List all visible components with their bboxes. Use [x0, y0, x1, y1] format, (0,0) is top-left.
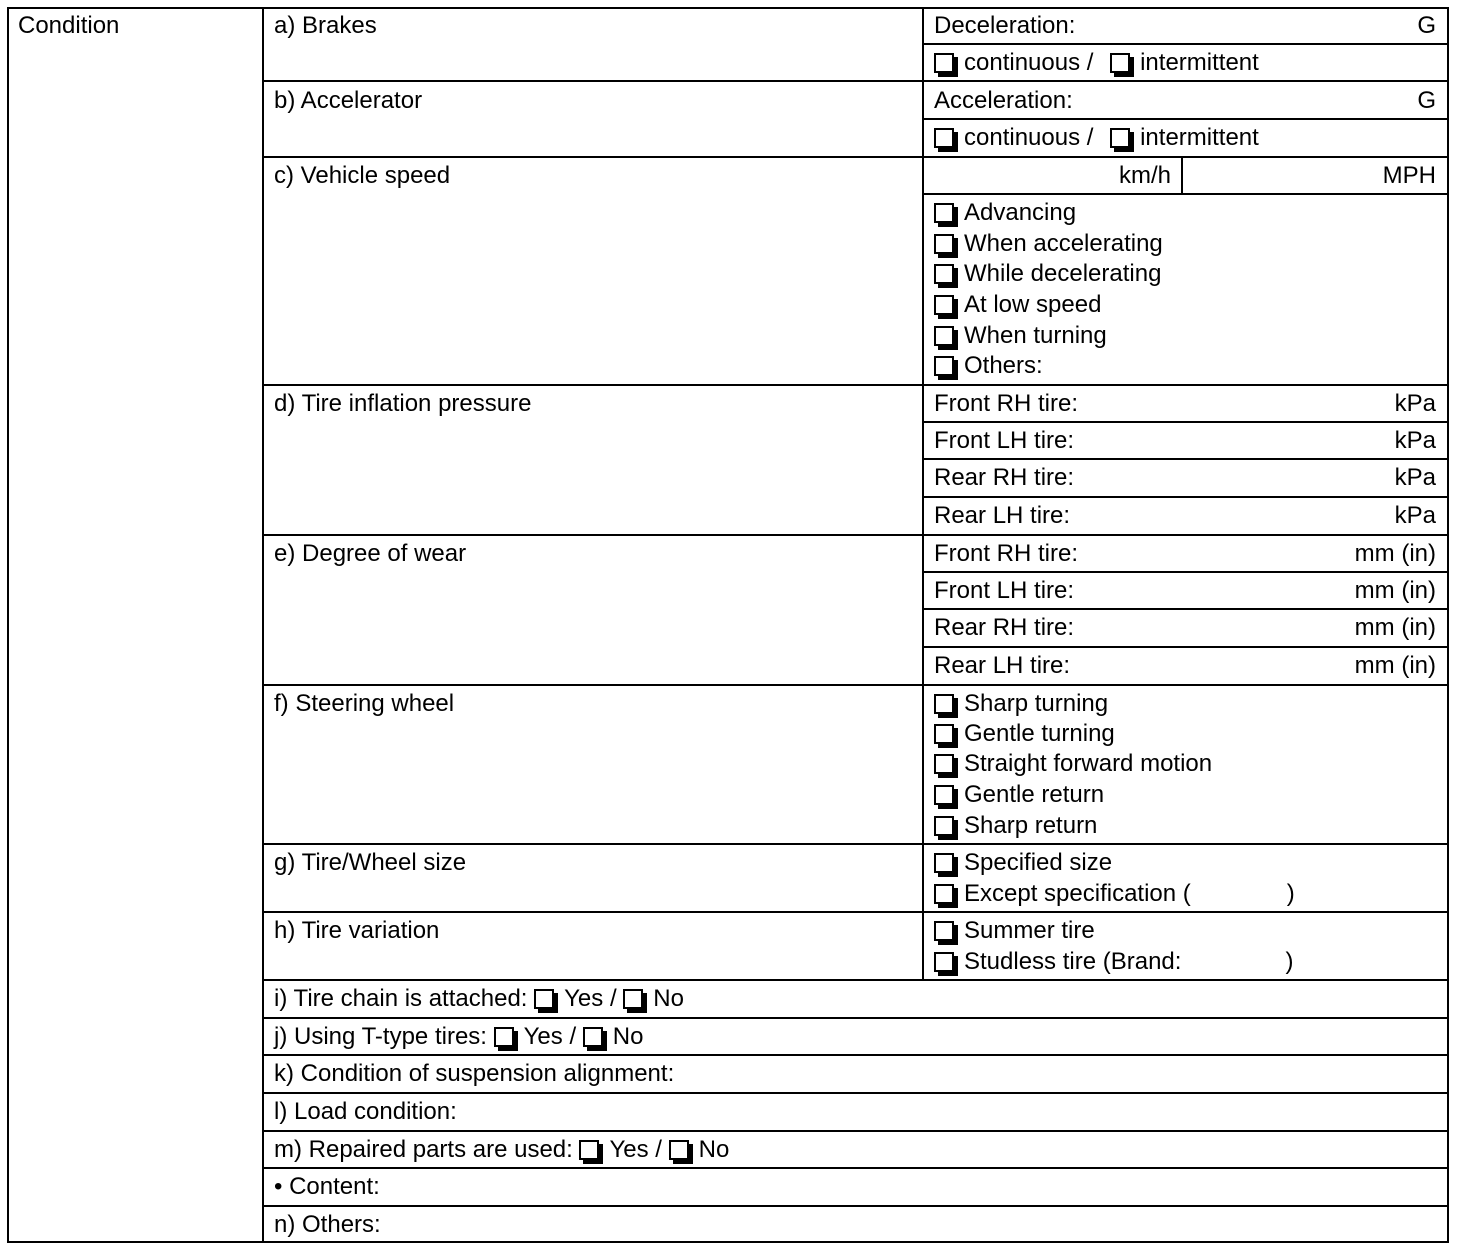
yes-label: Yes /: [609, 1136, 662, 1163]
tire-variation-option: [934, 916, 1095, 946]
tire-variation-label: h) Tire variation: [274, 917, 440, 944]
option-label: Except specification (: [964, 880, 1191, 907]
divider-speed-units: [1181, 157, 1183, 194]
tire-pressure-label: d) Tire inflation pressure: [274, 390, 532, 417]
option-label: Studless tire (Brand:: [964, 948, 1182, 975]
pressure-tire-label: Front RH tire:: [934, 390, 1079, 417]
row-divider: [262, 1017, 1449, 1019]
wheel-size-option: [934, 848, 1112, 878]
repaired-yes-checkbox[interactable]: [579, 1140, 599, 1160]
wheel-size-label: g) Tire/Wheel size: [274, 849, 467, 876]
no-label: No: [698, 1136, 730, 1163]
vehicle-speed-label: c) Vehicle speed: [274, 162, 451, 189]
option-label: Specified size: [964, 849, 1113, 876]
subrow-divider: [922, 571, 1449, 573]
repaired-label: m) Repaired parts are used:: [274, 1136, 573, 1163]
brakes-label: a) Brakes: [274, 12, 377, 39]
speed-option: [934, 351, 1043, 381]
accel-continuous-checkbox[interactable]: [934, 128, 954, 148]
decelerating-checkbox[interactable]: [934, 264, 954, 284]
speed-option: [934, 198, 1076, 228]
option-label: Others:: [964, 352, 1043, 379]
t-type-label: j) Using T-type tires:: [274, 1023, 487, 1050]
gentle-turning-checkbox[interactable]: [934, 724, 954, 744]
row-divider: [262, 979, 1449, 981]
subrow-divider: [922, 458, 1449, 460]
subrow-divider: [922, 193, 1449, 195]
row-divider: [262, 1130, 1449, 1132]
accelerator-mode-options: [934, 123, 1259, 153]
t-type-row: [274, 1022, 643, 1052]
pressure-tire-label: Rear RH tire:: [934, 464, 1075, 491]
steering-option: [934, 719, 1115, 749]
continuous-label: continuous /: [964, 124, 1094, 151]
acceleration-label: Acceleration:: [934, 87, 1073, 114]
pressure-tire-label: Rear LH tire:: [934, 502, 1071, 529]
row-divider: [262, 1054, 1449, 1056]
pressure-unit: kPa: [1394, 390, 1436, 417]
wear-unit: mm (in): [1354, 652, 1436, 679]
sharp-turning-checkbox[interactable]: [934, 694, 954, 714]
subrow-divider: [922, 118, 1449, 120]
content-label: • Content:: [274, 1173, 380, 1200]
subrow-divider: [922, 608, 1449, 610]
row-divider: [262, 843, 1449, 845]
sharp-return-checkbox[interactable]: [934, 816, 954, 836]
subrow-divider: [922, 496, 1449, 498]
brakes-mode-options: [934, 48, 1259, 78]
wear-label: e) Degree of wear: [274, 540, 467, 567]
option-label: Summer tire: [964, 917, 1095, 944]
accelerator-label: b) Accelerator: [274, 87, 423, 114]
brakes-intermittent-checkbox[interactable]: [1110, 53, 1130, 73]
row-divider: [262, 911, 1449, 913]
wear-tire-label: Rear RH tire:: [934, 614, 1075, 641]
accel-intermittent-checkbox[interactable]: [1110, 128, 1130, 148]
wear-tire-label: Rear LH tire:: [934, 652, 1071, 679]
studless-tire-checkbox[interactable]: [934, 952, 954, 972]
row-divider: [262, 684, 1449, 686]
acceleration-unit: G: [1417, 87, 1436, 114]
wear-unit: mm (in): [1354, 540, 1436, 567]
pressure-unit: kPa: [1394, 502, 1436, 529]
pressure-tire-label: Front LH tire:: [934, 427, 1075, 454]
no-label: No: [653, 985, 684, 1012]
tire-chain-yes-checkbox[interactable]: [534, 989, 554, 1009]
low-speed-checkbox[interactable]: [934, 295, 954, 315]
t-type-yes-checkbox[interactable]: [494, 1027, 514, 1047]
speed-option: [934, 321, 1107, 351]
option-label: When turning: [964, 322, 1107, 349]
wear-tire-label: Front RH tire:: [934, 540, 1079, 567]
row-divider: [262, 534, 1449, 536]
steering-option: [934, 689, 1108, 719]
divider-value-column: [922, 7, 924, 980]
others-label: n) Others:: [274, 1211, 381, 1238]
row-divider: [262, 156, 1449, 158]
option-label: Sharp turning: [964, 690, 1109, 717]
wear-tire-label: Front LH tire:: [934, 577, 1075, 604]
pressure-unit: kPa: [1394, 464, 1436, 491]
summer-tire-checkbox[interactable]: [934, 921, 954, 941]
row-divider: [262, 1167, 1449, 1169]
speed-option: [934, 259, 1161, 289]
others-checkbox[interactable]: [934, 356, 954, 376]
wear-unit: mm (in): [1354, 614, 1436, 641]
advancing-checkbox[interactable]: [934, 203, 954, 223]
steering-label: f) Steering wheel: [274, 690, 455, 717]
accelerating-checkbox[interactable]: [934, 234, 954, 254]
specified-size-checkbox[interactable]: [934, 853, 954, 873]
turning-checkbox[interactable]: [934, 326, 954, 346]
intermittent-label: intermittent: [1140, 49, 1259, 76]
gentle-return-checkbox[interactable]: [934, 785, 954, 805]
yes-label: Yes /: [564, 985, 617, 1012]
row-divider: [262, 1205, 1449, 1207]
deceleration-unit: G: [1417, 12, 1436, 39]
subrow-divider: [922, 421, 1449, 423]
repaired-no-checkbox[interactable]: [669, 1140, 689, 1160]
tire-chain-row: [274, 984, 684, 1014]
except-spec-checkbox[interactable]: [934, 884, 954, 904]
tire-chain-no-checkbox[interactable]: [623, 989, 643, 1009]
option-label: When accelerating: [964, 230, 1163, 257]
deceleration-label: Deceleration:: [934, 12, 1076, 39]
row-divider: [262, 80, 1449, 82]
yes-label: Yes /: [523, 1023, 577, 1050]
subrow-divider: [922, 43, 1449, 45]
close-paren: ): [1286, 880, 1295, 907]
option-label: Advancing: [964, 199, 1077, 226]
straight-forward-checkbox[interactable]: [934, 754, 954, 774]
divider-condition-column: [262, 7, 264, 1243]
row-divider: [262, 1092, 1449, 1094]
repaired-row: [274, 1135, 729, 1165]
suspension-label: k) Condition of suspension alignment:: [274, 1060, 675, 1087]
no-label: No: [612, 1023, 644, 1050]
tire-variation-option: [934, 947, 1293, 977]
option-label: At low speed: [964, 291, 1102, 318]
tire-chain-label: i) Tire chain is attached:: [274, 985, 528, 1012]
speed-option: [934, 290, 1101, 320]
option-label: Sharp return: [964, 812, 1098, 839]
wear-unit: mm (in): [1354, 577, 1436, 604]
row-divider: [262, 384, 1449, 386]
brakes-continuous-checkbox[interactable]: [934, 53, 954, 73]
pressure-unit: kPa: [1394, 427, 1436, 454]
option-label: Gentle turning: [964, 720, 1115, 747]
steering-option: [934, 811, 1097, 841]
option-label: Gentle return: [964, 781, 1105, 808]
intermittent-label: intermittent: [1140, 124, 1259, 151]
wheel-size-option: [934, 879, 1295, 909]
speed-unit-mph: MPH: [1382, 162, 1436, 189]
close-paren: ): [1285, 948, 1294, 975]
option-label: While decelerating: [964, 260, 1162, 287]
load-label: l) Load condition:: [274, 1098, 457, 1125]
option-label: Straight forward motion: [964, 750, 1213, 777]
steering-option: [934, 749, 1212, 779]
speed-unit-kmh: km/h: [1118, 162, 1171, 189]
t-type-no-checkbox[interactable]: [583, 1027, 603, 1047]
subrow-divider: [922, 646, 1449, 648]
steering-option: [934, 780, 1104, 810]
continuous-label: continuous /: [964, 49, 1094, 76]
speed-option: [934, 229, 1163, 259]
condition-label: Condition: [18, 12, 120, 39]
